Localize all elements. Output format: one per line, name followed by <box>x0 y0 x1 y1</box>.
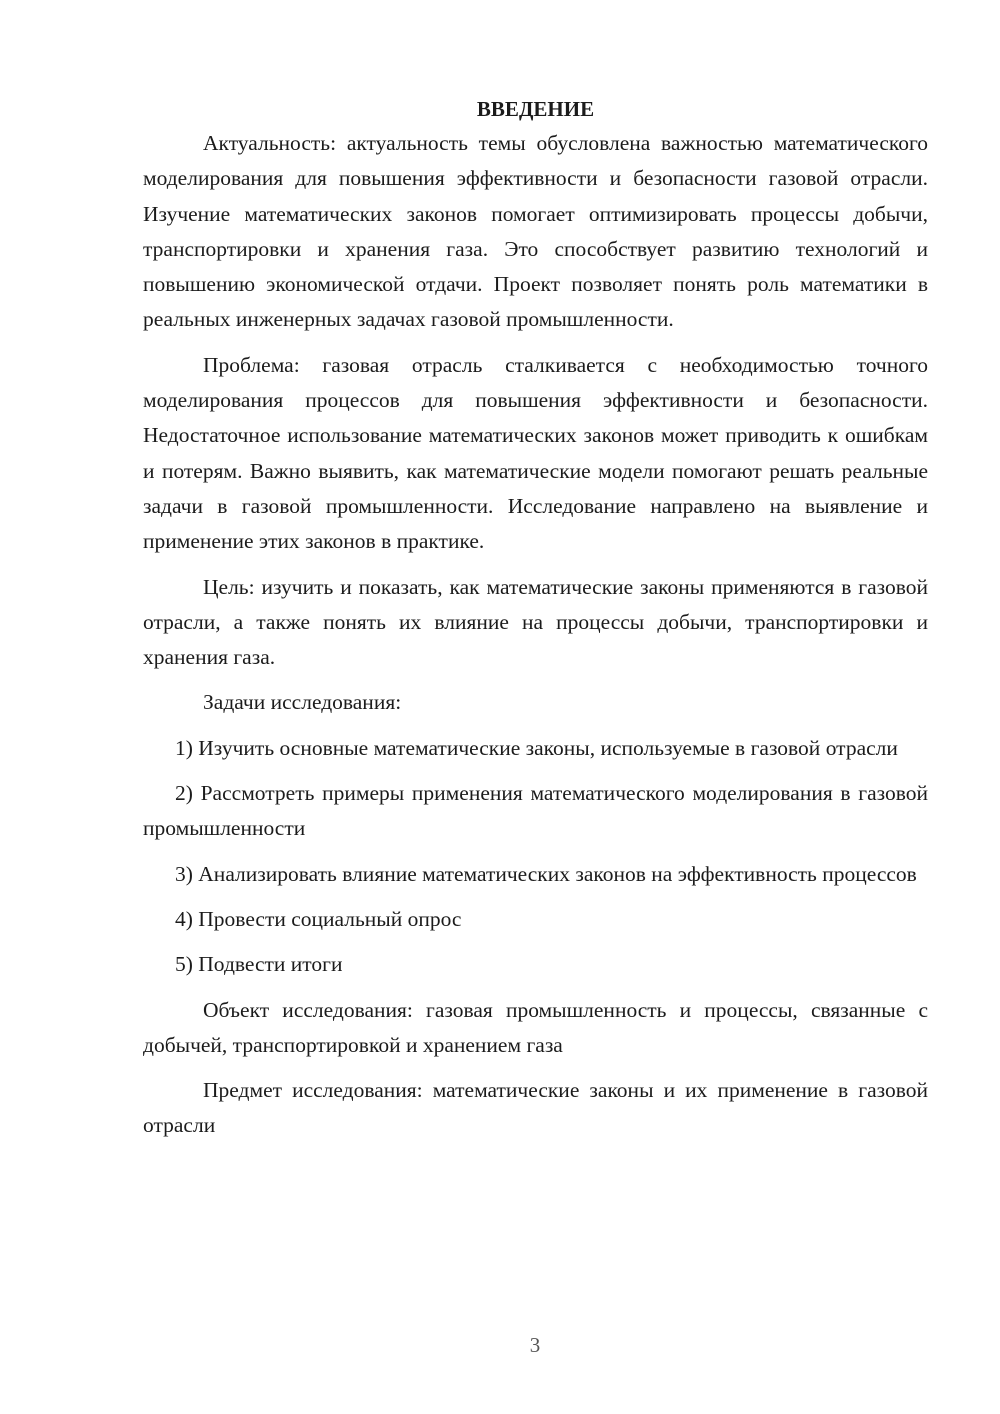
list-item: 4) Провести социальный опрос <box>175 906 462 931</box>
list-item: 5) Подвести итоги <box>175 952 343 977</box>
page-number: 3 <box>529 1333 541 1357</box>
paragraph-relevance: Актуальность: актуальность темы обусловлена важностью математического моделирования для повышения эффективности и безопасности газовой отрасли. Изучение математических законов помогает оптимизировать процессы добычи, транспортировки и хранения газа. Это способствует развитию технологий и повышению экономической отдачи. Проект позволяет понять роль математики в реальных инженерных задачах газовой промышленности. <box>143 131 928 332</box>
tasks-heading: Задачи исследования: <box>203 690 402 715</box>
list-item: 1) Изучить основные математические законы, используемые в газовой отрасли <box>175 735 898 760</box>
list-item: 3) Анализировать влияние математических законов на эффективность процессов <box>175 861 917 886</box>
page-title: ВВЕДЕНИЕ <box>476 97 595 121</box>
paragraph-subject: Предмет исследования: математические законы и их применение в газовой отрасли <box>143 1078 928 1138</box>
paragraph-goal: Цель: изучить и показать, как математические законы применяются в газовой отрасли, а также понять их влияние на процессы добычи, транспортировки и хранения газа. <box>143 574 928 670</box>
list-item: 2) Рассмотреть примеры применения математического моделирования в газовой промышленности <box>143 781 928 841</box>
document-page <box>143 94 928 1154</box>
paragraph-problem: Проблема: газовая отрасль сталкивается с необходимостью точного моделирования процессов для повышения эффективности и безопасности. Недостаточное использование математических законов может приводить к ошибкам и потерям. Важно выявить, как математические модели помогают решать реальные задачи в газовой промышленности. Исследование направлено на выявление и применение этих законов в практике. <box>143 352 928 554</box>
paragraph-object: Объект исследования: газовая промышленность и процессы, связанные с добычей, транспортировкой и хранением газа <box>143 997 928 1057</box>
tasks-list <box>143 731 928 983</box>
